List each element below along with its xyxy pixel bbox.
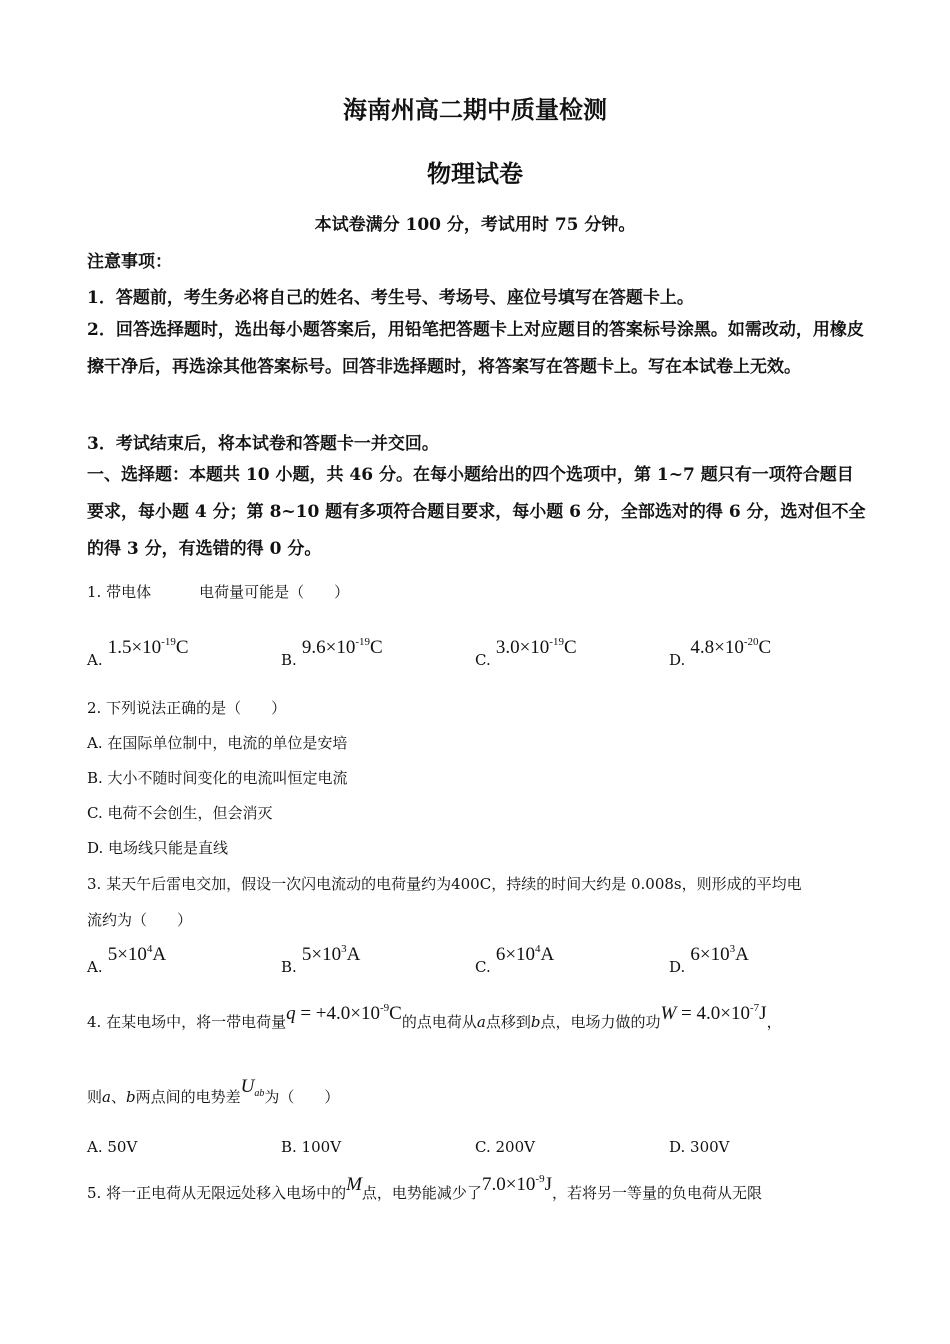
q1-option-a: A. $1.5\times 10^{-19}C$ [87, 636, 189, 669]
question-4-stem-line2: 则a、b两点间的电势差$U_{ab}$为（ ） [87, 1076, 340, 1106]
q2-option-a: A. 在国际单位制中，电流的单位是安培 [87, 734, 348, 752]
q3-option-b: B. $5\times 10^3A$ [281, 943, 361, 976]
question-3-stem-line2: 流约为（ ） [87, 911, 193, 929]
notice-item-3: 3．考试结束后，将本试卷和答题卡一并交回。 [87, 434, 439, 454]
subject-title: 物理试卷 [427, 159, 523, 188]
question-2-stem: 2. 下列说法正确的是（ ） [87, 699, 287, 717]
question-5-stem-line1: 5. 将一正电荷从无限远处移入电场中的M点，电势能减少了$7.0\times 10^{-9}J$，若将另一等量的负电荷从无限 [87, 1173, 762, 1202]
q4-option-b: B. 100V [281, 1138, 342, 1156]
q1-option-d: D. $4.8\times 10^{-20}C$ [669, 636, 772, 669]
q4-option-c: C. 200V [475, 1138, 535, 1156]
q1-option-c: C. $3.0\times 10^{-19}C$ [475, 636, 577, 669]
q3-option-a: A. $5\times 10^4A$ [87, 943, 167, 976]
section-heading: 一、选择题：本题共 10 小题，共 46 分。在每小题给出的四个选项中，第 1~7 题只有一项符合题目要求，每小题 4 分；第 8~10 题有多项符合题目要求，每小题 6 分，全部选对的得 6 分，选对但不全的得 3 分，有选错的得 0 分。 [87, 465, 866, 559]
q4-option-d: D. 300V [669, 1138, 730, 1156]
notice-item-1: 1．答题前，考生务必将自己的姓名、考生号、考场号、座位号填写在答题卡上。 [87, 288, 694, 308]
q1-option-b: B. $9.6\times 10^{-19}C$ [281, 636, 383, 669]
question-4-stem-line1: 4. 在某电场中，将一带电荷量$q = +4.0\times 10^{-9}C$的点电荷从a点移到b点，电场力做的功$W = 4.0\times 10^{-7}J$， [87, 1002, 782, 1031]
question-3-stem-line1: 3. 某天午后雷电交加，假设一次闪电流动的电荷量约为400C，持续的时间大约是 0.008s，则形成的平均电 [87, 875, 802, 893]
q2-option-d: D. 电场线只能是直线 [87, 839, 229, 857]
q4-option-a: A. 50V [87, 1138, 138, 1156]
q2-option-c: C. 电荷不会创生，但会消灭 [87, 804, 273, 822]
q3-option-c: C. $6\times 10^4A$ [475, 943, 555, 976]
notice-item-2: 2．回答选择题时，选出每小题答案后，用铅笔把答题卡上对应题目的答案标号涂黑。如需改动，用橡皮擦干净后，再选涂其他答案标号。回答非选择题时，将答案写在答题卡上。写在本试卷上无效。 [87, 320, 864, 377]
question-1-stem: 1. 带电体 电荷量可能是（ ） [87, 583, 350, 601]
notice-heading: 注意事项： [87, 252, 172, 272]
page-title: 海南州高二期中质量检测 [343, 95, 607, 124]
exam-info: 本试卷满分 100 分，考试用时 75 分钟。 [314, 215, 636, 235]
q2-option-b: B. 大小不随时间变化的电流叫恒定电流 [87, 769, 348, 787]
q3-option-d: D. $6\times 10^3A$ [669, 943, 749, 976]
